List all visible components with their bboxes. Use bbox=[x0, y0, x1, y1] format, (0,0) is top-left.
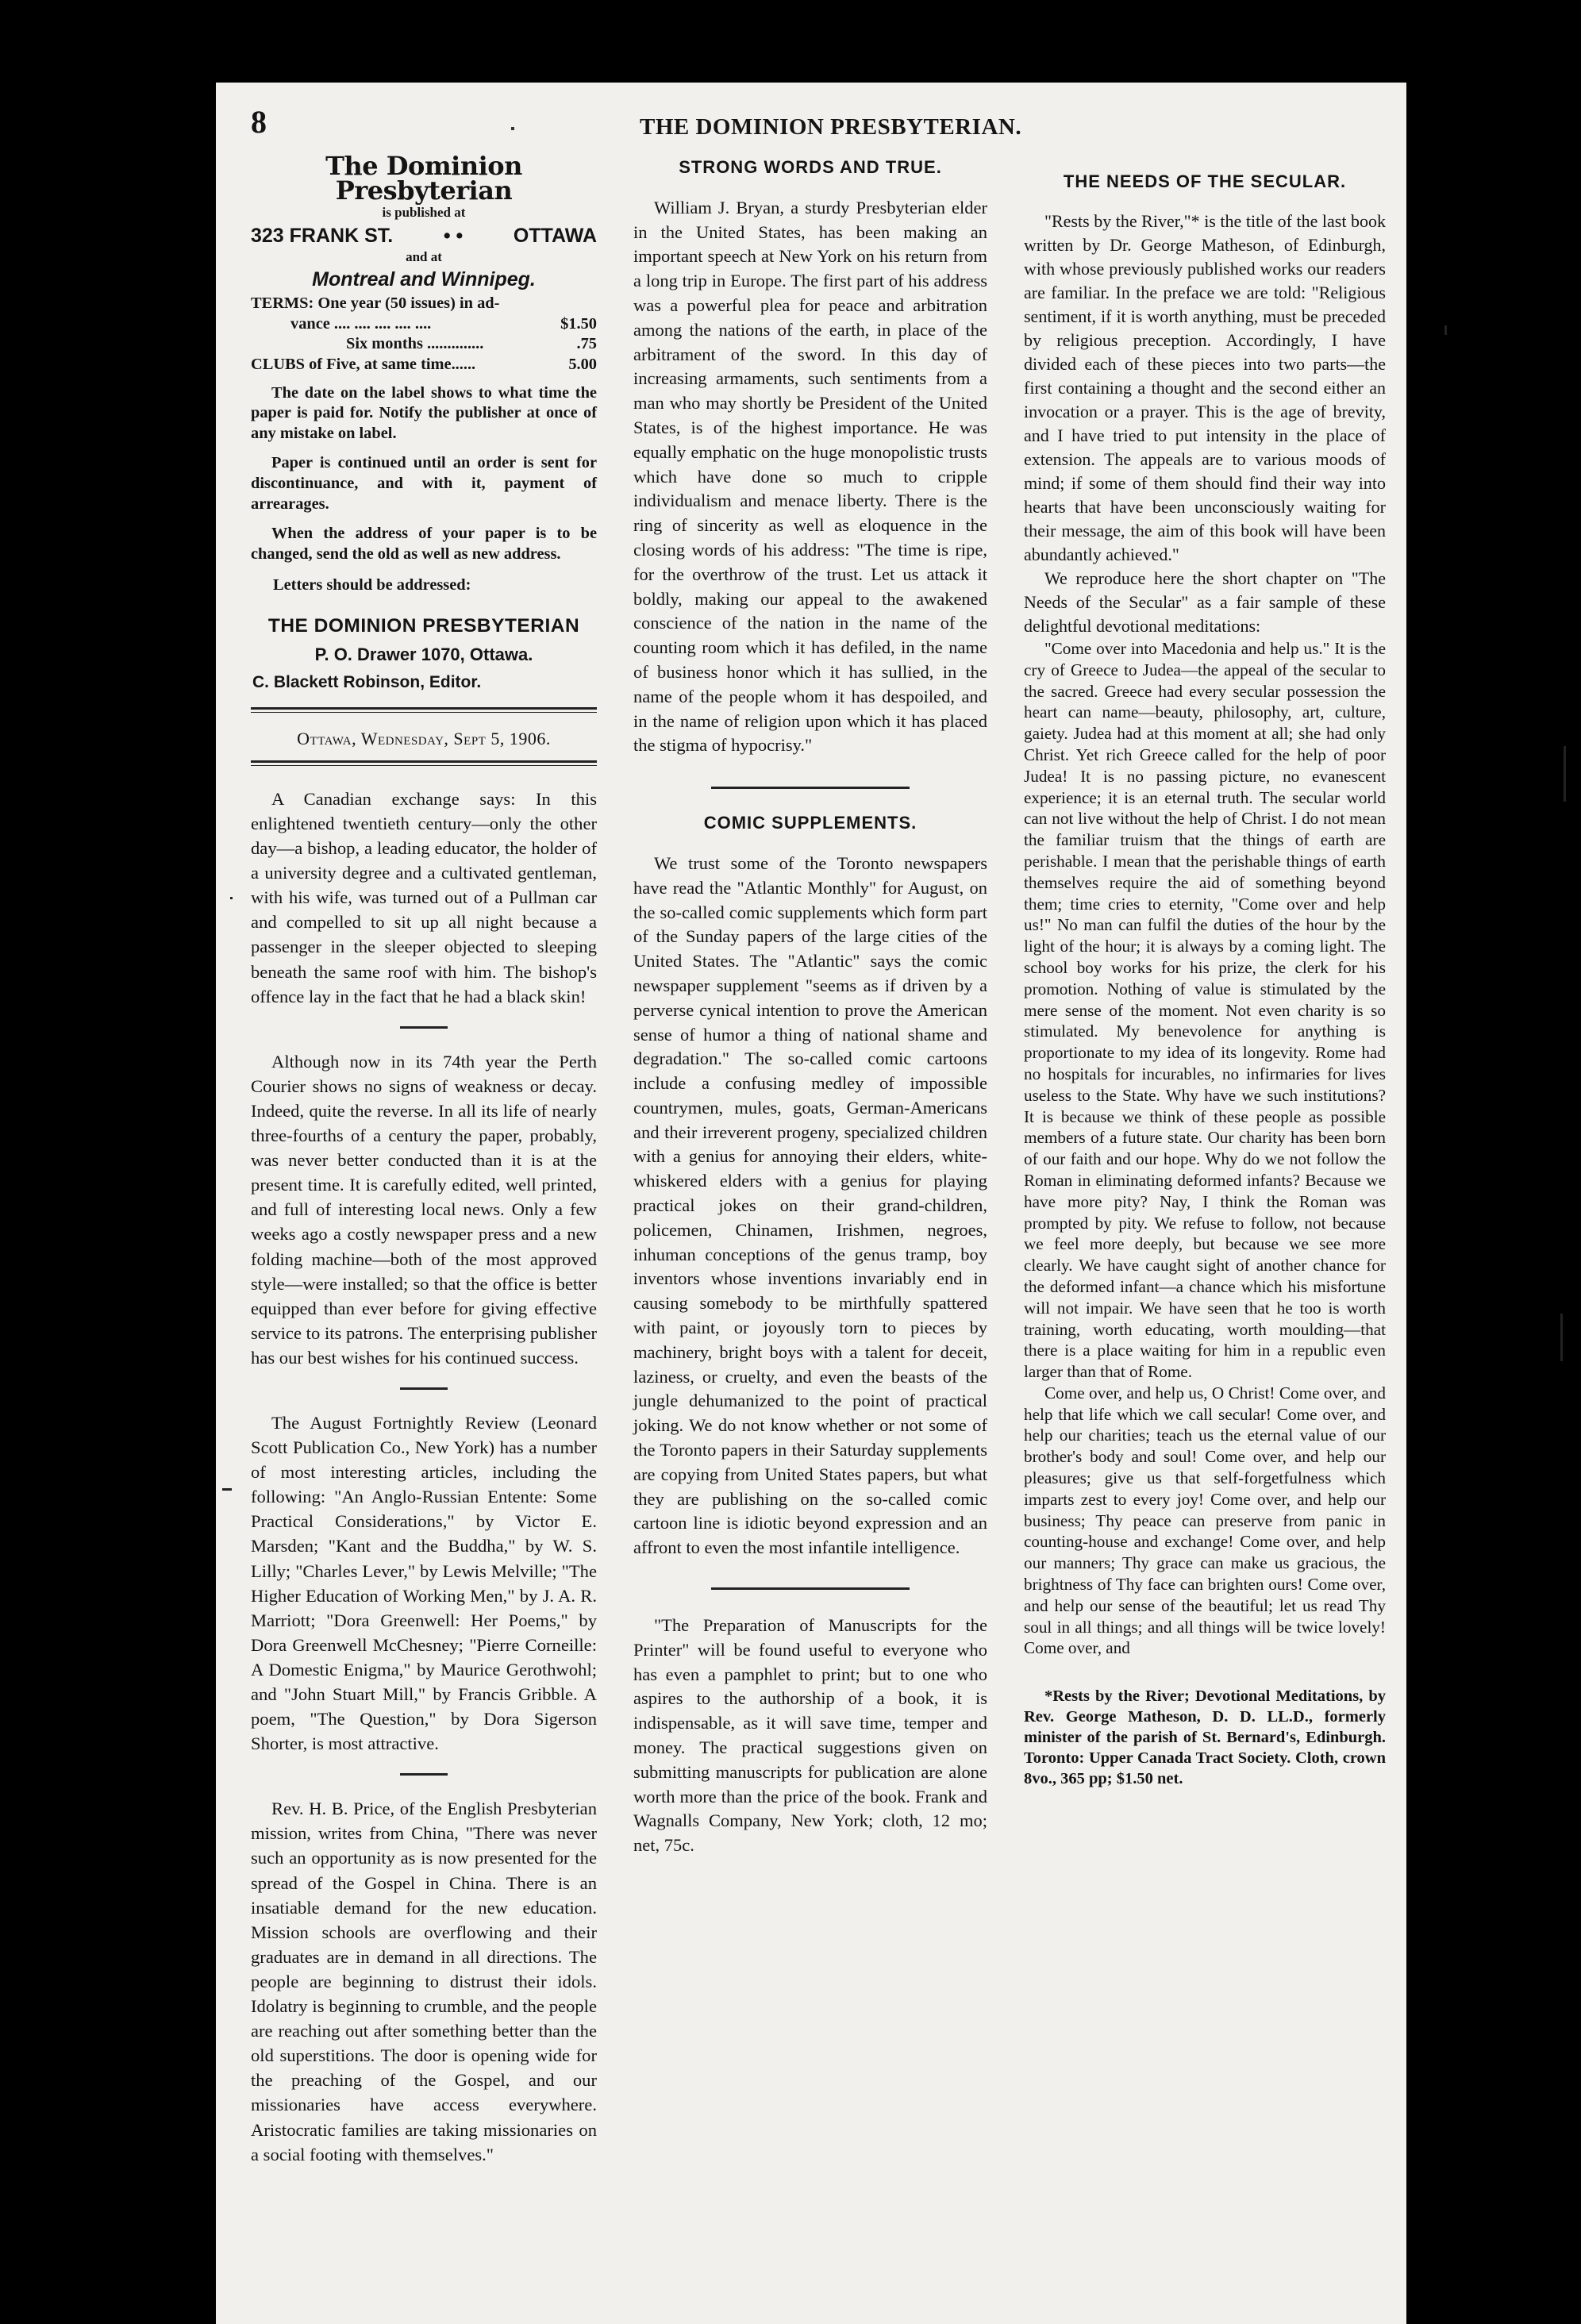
col3-meditation: "Come over into Macedonia and help us." It is the cry of Greece to Judea—the appeal of the secular to the sacred. Greece had every secular possession the heart can name—beauty, philosophy, art, culture, gaiety. Judea had at this moment at all; she had only Christ. Yet rich Greece called for the help of poor Judea! It is no passing picture, no evanescent experience; it is an eternal truth. The secular world can not live without the help of Christ. I do not mean the familiar truism that the things of earth are perishable. I mean that the perishable things of earth themselves require the aid of something beyond them; time cries to eternity, "Come over and help us!" No man can fulfil the duties of the hour by the light of the hour; it is always by a coming light. The school boy works for his prize, the clerk for his promotion. Nothing of value is stimulated by the mere sense of the moment. Not even charity is so stimulated. My benevolence for anything is proportionate to my idea of its longevity. Rome had no hospitals for incurables, no infirmaries for lives useless to the State. Why have we such institutions? It is because we think of these people as possible members of a future state. Our charity has been born of our faith and our hope. Why do we not follow the Roman in eliminating deformed infants? Because we have more pity? Nay, I think the Roman was prompted by pity. We refuse to follow, not because we feel more deeply, but because we see more clearly. We have caught sight of another chance for the deformed infant—a chance which his misfortune will not impair. We have seen that he too is worth training, worth educating, worth moulding—that there is a place waiting for him in a republic even larger than that of Rome. bbox=[1024, 639, 1386, 1382]
col1-article-fortnightly-review: The August Fortnightly Review (Leonard Scott Publication Co., New York) has a number of most interesting articles, including the following: "An Anglo-Russian Entente: Some Practical Considerations," by Victor E. Marsden; "Kant and the Buddha," by W. S. Lilly; "Charles Lever," by Lewis Melville; "The Higher Education of Working Men," by J. A. R. Marriott; "Dora Greenwell: Her Poems," by Dora Greenwell McChesney; "Pierre Corneille: A Domestic Enigma," by Maurice Gerothwohl; and "John Stuart Mill," by Francis Gribble. A poem, "The Question," by Dora Sigerson Shorter, is most attractive. bbox=[251, 1412, 597, 1754]
address-street: 323 FRANK ST. bbox=[251, 225, 394, 248]
col3-prayer: Come over, and help us, O Christ! Come over, and help that life which we call secular! Come over, and help our charities; teach us the eternal value of our brother's body and soul! Come over, and help our pleasures; give us that self-forgetfulness which imparts zest to every joy! Come over, and help our business; Thy peace can preserve from panic in counting-house and exchange! Come over, and help our manners; Thy grace can make us gracious, the brightness of Thy face can brighten ours! Come over, and help our sense of the beautiful; let us read Thy soul in all things; and all things will be twice lovely! Come over, and bbox=[1024, 1383, 1386, 1658]
dateline-rule bbox=[251, 760, 597, 766]
scan-mark-2 bbox=[1564, 746, 1566, 802]
page-number: 8 bbox=[251, 104, 267, 140]
col1-article-bishop: A Canadian exchange says: In this enlightened twentieth century—only the other day—a bishop, a leading educator, the holder of a university degree and a cultivated gentleman, with his wife, was turned out of a Pullman car and compelled to sit up all night because a passenger in the sleeper objected to sleeping beneath the same roof with him. The bishop's offence lay in the fact that he had a black skin! bbox=[251, 788, 597, 1006]
col1-article-china-mission: Rev. H. B. Price, of the English Presbyterian mission, writes from China, "There was never such an opportunity as is now presented for the spread of the Gospel in China. There is an insatiable demand for the new education. Mission schools are overflowing and their graduates are in demand in all directions. The people are beginning to distrust their idols. Idolatry is beginning to crumble, and the people are reaching out after something better than the old superstitions. The door is opening wide for the preaching of the Gospel, and our missionaries have access everywhere. Aristocratic families are taking missionaries on a social footing with themselves." bbox=[251, 1799, 597, 2164]
editor-line: C. Blackett Robinson, Editor. bbox=[252, 672, 482, 691]
heading-strong-words: STRONG WORDS AND TRUE. bbox=[679, 157, 942, 177]
terms-line-2-value: $1.50 bbox=[560, 314, 597, 333]
terms-line-2 bbox=[251, 314, 597, 335]
col2-article-bryan: William J. Bryan, a sturdy Presbyterian elder in the United States, has been making an important speech at New York on his return from a long trip in Europe. The first part of his address was a powerful plea for peace and arbitration among the nations of the earth, in place of the arbitrament of the sword. In this day of increasing armaments, such sentiments from a man who may shortly be President of the United States, is of the highest importance. He was equally emphatic on the huge monopolistic trusts which have done so much to cripple individualism and menace liberty. There is the ring of sincerity as well as eloquence in the closing words of his address: "The time is ripe, for the overthrow of the trust. Let us attack it boldly, making our appeal to the awakened conscience of the nation in the name of the counting room which it has defiled, in the name of business honor which it has sullied, in the name of the people whom it has despoiled, and in the name of religion upon which it has placed the stigma of hypocrisy." bbox=[633, 197, 987, 756]
masthead-address bbox=[251, 222, 597, 249]
paper-name: THE DOMINION PRESBYTERIAN bbox=[267, 614, 580, 637]
masthead-published-at: is published at bbox=[382, 205, 466, 221]
col2-divider-1 bbox=[711, 787, 910, 789]
heading-comic-supplements: COMIC SUPPLEMENTS. bbox=[703, 813, 917, 833]
masthead-other-cities: Montreal and Winnipeg. bbox=[312, 268, 536, 291]
masthead-rule bbox=[251, 707, 597, 713]
col1-divider-2 bbox=[400, 1387, 448, 1390]
terms-line-2-label: vance .... .... .... .... .... bbox=[290, 314, 432, 333]
column-3 bbox=[1024, 170, 1386, 1789]
running-title: THE DOMINION PRESBYTERIAN. bbox=[640, 114, 1022, 140]
scan-mark-1 bbox=[1444, 325, 1447, 335]
notice-date-label: The date on the label shows to what time the paper is paid for. Notify the publisher at once of any mistake on label. bbox=[251, 383, 597, 442]
col3-spacer bbox=[1024, 1659, 1386, 1686]
masthead-title: The Dominion Presbyterian bbox=[325, 151, 522, 206]
scan-mark-5 bbox=[230, 897, 233, 899]
scan-mark-4 bbox=[222, 1488, 232, 1491]
address-city: OTTAWA bbox=[513, 225, 597, 248]
letters-addressed: Letters should be addressed: bbox=[273, 576, 471, 594]
terms-line-4 bbox=[251, 355, 597, 375]
col2-divider-2 bbox=[711, 1587, 910, 1590]
terms-line-3-label: Six months .............. bbox=[346, 335, 484, 353]
col3-footnote: *Rests by the River; Devotional Meditations, by Rev. George Matheson, D. D. LL.D., formerly minister of the parish of St. Bernard's, Edinburgh. Toronto: Upper Canada Tract Society. Cloth, crown 8vo., 365 pp; $1.50 net. bbox=[1024, 1687, 1386, 1788]
address-dots: • • bbox=[443, 225, 464, 248]
col3-intro: "Rests by the River,"* is the title of the last book written by Dr. George Matheson, of Edinburgh, with whose previously published works our readers are familiar. In the preface we are told: "Religious sentiment, if it is worth anything, must be preceded by religious preception. Accordingly, I have divided each of these pieces into two parts—the first containing a thought and the second either an invocation or a prayer. This is the age of brevity, and I have tried to put intensity in the place of extension. The appeals are to various moods of mind; if some of them should find their way into hearts that have been unconsciously waiting for their message, the aim of this book will have been abundantly achieved." bbox=[1024, 211, 1386, 564]
col1-divider-1 bbox=[400, 1026, 448, 1029]
column-2 bbox=[633, 156, 987, 1858]
header-dot bbox=[511, 127, 514, 130]
masthead-and-at: and at bbox=[406, 249, 442, 265]
terms-line-3-value: .75 bbox=[576, 335, 597, 353]
scan-mark-3 bbox=[1560, 1314, 1563, 1361]
terms-line-3 bbox=[251, 334, 597, 355]
col2-article-manuscripts: "The Preparation of Manuscripts for the Printer" will be found useful to everyone who has even a pamphlet to print; but to one who aspires to the authorship of a book, it is indispensable, as it will save time, temper and money. The practical suggestions given on submitting manuscripts for publication are alone worth more than the price of the book. Frank and Wagnalls Company, New York; cloth, 12 mo; net, 75c. bbox=[633, 1615, 987, 1856]
terms-line-4-label: CLUBS of Five, at same time...... bbox=[251, 355, 476, 373]
col3-reproduce-note: We reproduce here the short chapter on "The Needs of the Secular" as a fair sample of these delightful devotional meditations: bbox=[1024, 568, 1386, 636]
terms-line-1: TERMS: One year (50 issues) in ad- bbox=[251, 294, 500, 313]
terms-line-4-value: 5.00 bbox=[568, 355, 597, 373]
po-drawer: P. O. Drawer 1070, Ottawa. bbox=[314, 644, 533, 664]
heading-needs-of-secular: THE NEEDS OF THE SECULAR. bbox=[1063, 171, 1347, 191]
col1-article-perth-courier: Although now in its 74th year the Perth Courier shows no signs of weakness or decay. Indeed, quite the reverse. In all its life of nearly three-fourths of a century the paper, probably, was never better conducted than it is at the present time. It is carefully edited, well printed, and full of interesting local news. Only a few weeks ago a costly newspaper press and a new folding machine—both of the most approved style—were installed; so that the office is better equipped than ever before for giving effective service to its patrons. The enterprising publisher has our best wishes for his continued success. bbox=[251, 1051, 597, 1368]
dateline: Ottawa, Wednesday, Sept 5, 1906. bbox=[297, 728, 551, 748]
notice-address-change: When the address of your paper is to be changed, send the old as well as new address. bbox=[251, 525, 597, 563]
col2-article-comic-supplements: We trust some of the Toronto newspapers have read the "Atlantic Monthly" for August, on the so-called comic supplements which form part of the Sunday papers of the large cities of the United States. The "Atlantic" says the comic newspaper supplement "seems as if driven by a perverse cynical intention to prove the American sense of humor a thing of national shame and degradation." The so-called comic cartoons include a confusing medley of impossible countrymen, mules, goats, German-Americans and their irreverent progeny, specialized children with a genius for annoying their elders, white-whiskered elders with a genius for playing practical jokes on their grand-children, policemen, Chinamen, Irishmen, negroes, inhuman conceptions of the genus tramp, boy inventors whose inventions invariably end in causing somebody to be mirthfully spattered with paint, or joyously torn to pieces by machinery, bright boys with a talent for deceit, laziness, or cruelty, and even the beasts of the jungle dehumanized to the point of practical joking. We do not know whether or not some of the Toronto papers in their Saturday supplements are copying from United States papers, but what they are publishing on the so-called comic cartoon line is idiotic beyond expression and an affront to even the most infantile intelligence. bbox=[633, 852, 987, 1558]
col1-divider-3 bbox=[400, 1773, 448, 1776]
notice-continued: Paper is continued until an order is sent for discontinuance, and with it, payment of arrearages. bbox=[251, 454, 597, 513]
column-1 bbox=[251, 151, 597, 2167]
